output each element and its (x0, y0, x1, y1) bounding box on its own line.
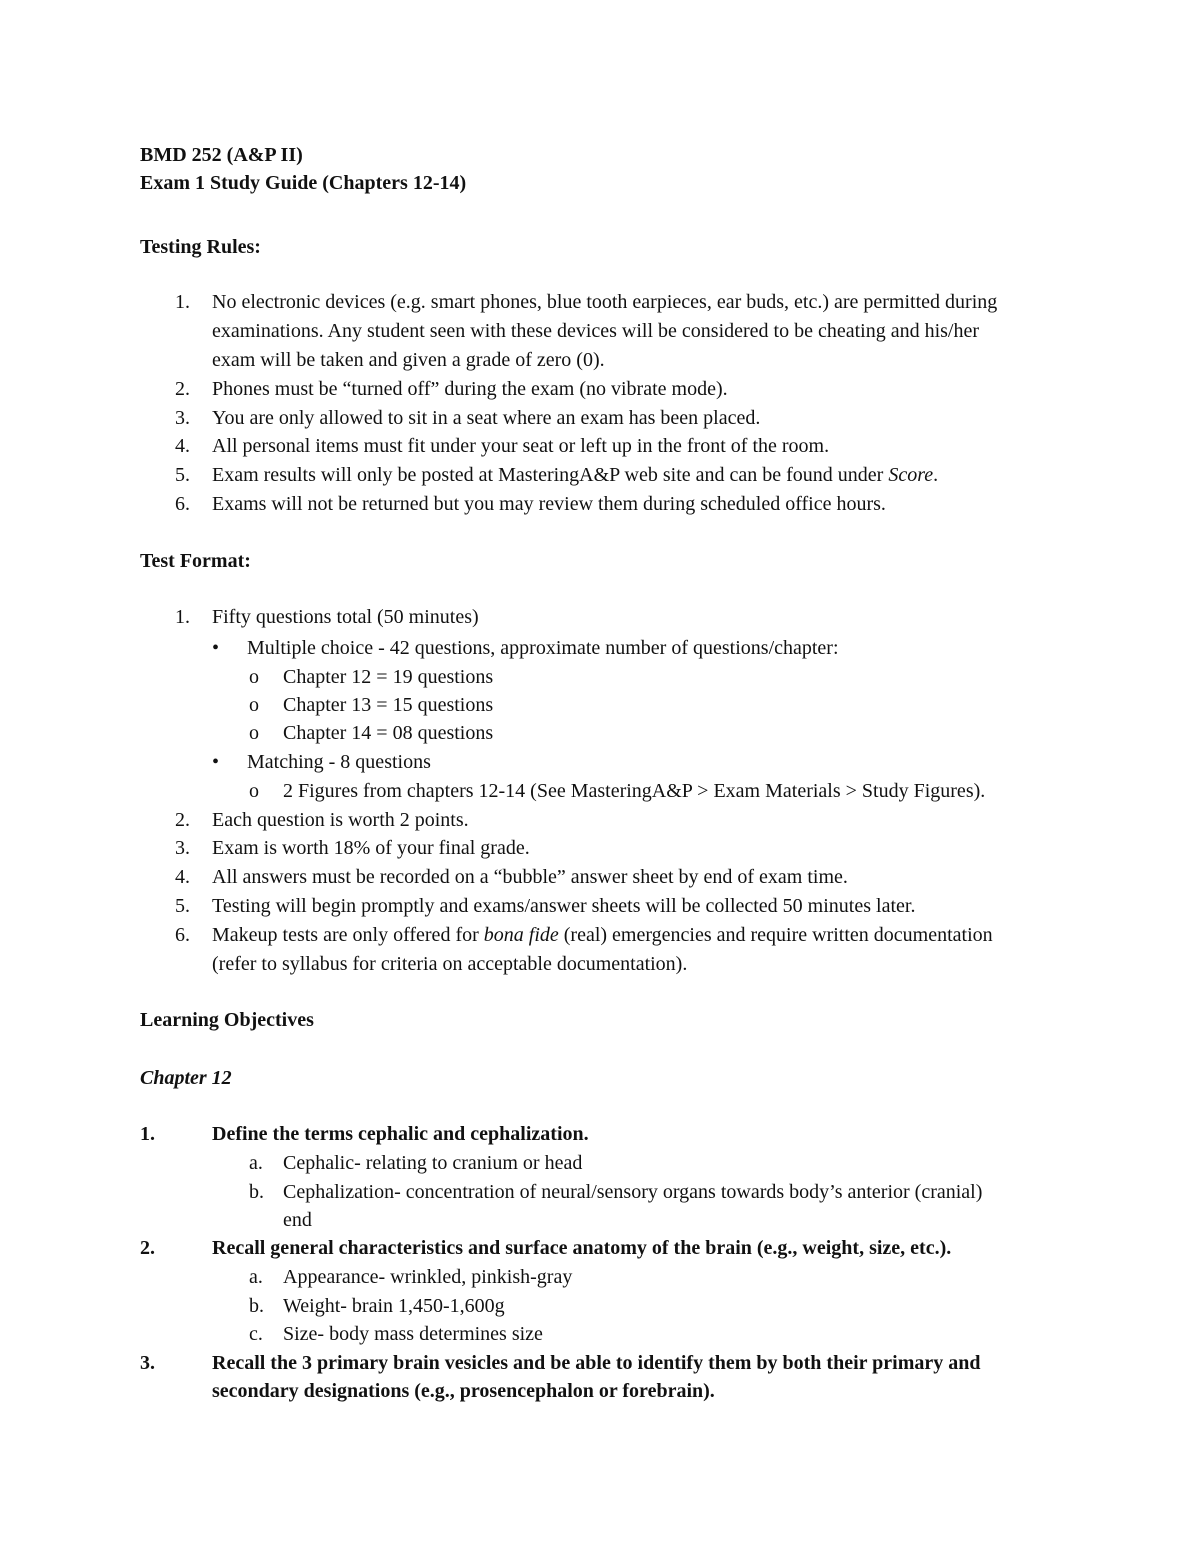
rule-text: No electronic devices (e.g. smart phones, blue tooth earpieces, ear buds, etc.) are permitted during (212, 291, 998, 313)
rule-text: Exams will not be returned but you may review them during scheduled office hours. (212, 493, 886, 515)
objective-text: Define the terms cephalic and cephalization. (212, 1123, 589, 1145)
rule-number: 3. (175, 407, 190, 429)
format-text: Exam is worth 18% of your final grade. (212, 837, 530, 859)
format-number: 5. (175, 895, 190, 917)
sub-letter: a. (249, 1266, 263, 1288)
format-number: 6. (175, 924, 190, 946)
format-bullet-text: Matching - 8 questions (247, 751, 431, 773)
sub-text: Weight- brain 1,450-1,600g (283, 1295, 505, 1317)
format-sub-text: 2 Figures from chapters 12-14 (See MasteringA&P > Exam Materials > Study Figures). (283, 780, 986, 802)
chapter-heading: Chapter 12 (140, 1067, 232, 1089)
format-number: 2. (175, 809, 190, 831)
rule-text-part: . (933, 464, 939, 486)
format-bullet-text: Multiple choice - 42 questions, approximate number of questions/chapter: (247, 637, 839, 659)
format-sub-text: Chapter 14 = 08 questions (283, 722, 494, 744)
format-text: Testing will begin promptly and exams/answer sheets will be collected 50 minutes later. (212, 895, 916, 917)
bona-fide-emphasis: bona fide (483, 924, 559, 946)
format-text-part: Makeup tests are only offered for (212, 924, 484, 946)
sub-text: Cephalic- relating to cranium or head (283, 1152, 583, 1174)
objective-text: Recall the 3 primary brain vesicles and be able to identify them by both their primary and (212, 1352, 981, 1374)
format-text: Each question is worth 2 points. (212, 809, 469, 831)
format-text: (refer to syllabus for criteria on acceptable documentation). (212, 953, 688, 975)
testing-rules-heading: Testing Rules: (140, 236, 261, 258)
format-number: 1. (175, 606, 190, 628)
format-sub-text: Chapter 13 = 15 questions (283, 694, 494, 716)
format-text: All answers must be recorded on a “bubble” answer sheet by end of exam time. (212, 866, 848, 888)
learning-objectives-heading: Learning Objectives (140, 1009, 314, 1031)
rule-text: Phones must be “turned off” during the exam (no vibrate mode). (212, 378, 728, 400)
rule-number: 2. (175, 378, 190, 400)
sub-text: Cephalization- concentration of neural/sensory organs towards body’s anterior (cranial) (283, 1181, 983, 1203)
bullet-icon: • (212, 751, 220, 773)
format-text (212, 923, 993, 947)
test-format-heading: Test Format: (140, 550, 251, 572)
sub-letter: b. (249, 1295, 264, 1317)
sub-letter: a. (249, 1152, 263, 1174)
objective-text: Recall general characteristics and surface anatomy of the brain (e.g., weight, size, etc.). (212, 1237, 952, 1259)
format-sub-text: Chapter 12 = 19 questions (283, 666, 494, 688)
format-number: 3. (175, 837, 190, 859)
objective-text: secondary designations (e.g., prosencephalon or forebrain). (212, 1380, 715, 1402)
objective-number: 3. (140, 1352, 155, 1374)
course-title: BMD 252 (A&P II) (140, 144, 303, 166)
rule-text: You are only allowed to sit in a seat where an exam has been placed. (212, 407, 761, 429)
sub-bullet-icon: o (249, 780, 259, 802)
objective-number: 2. (140, 1237, 155, 1259)
sub-bullet-icon: o (249, 694, 259, 716)
sub-text: end (283, 1209, 312, 1231)
score-emphasis: Score (888, 464, 934, 486)
rule-text: examinations. Any student seen with these devices will be considered to be cheating and his/her (212, 320, 980, 342)
bullet-icon: • (212, 637, 220, 659)
page-title: Exam 1 Study Guide (Chapters 12-14) (140, 172, 467, 194)
sub-letter: c. (249, 1323, 263, 1345)
rule-number: 1. (175, 291, 190, 313)
rule-number: 4. (175, 435, 190, 457)
sub-bullet-icon: o (249, 722, 259, 744)
format-number: 4. (175, 866, 190, 888)
format-text: Fifty questions total (50 minutes) (212, 606, 479, 628)
sub-letter: b. (249, 1181, 264, 1203)
sub-bullet-icon: o (249, 666, 259, 688)
rule-text: exam will be taken and given a grade of zero (0). (212, 349, 605, 371)
rule-text-part: Exam results will only be posted at MasteringA&P web site and can be found under (212, 464, 889, 486)
rule-number: 5. (175, 464, 190, 486)
rule-text: All personal items must fit under your seat or left up in the front of the room. (212, 435, 830, 457)
sub-text: Size- body mass determines size (283, 1323, 543, 1345)
objective-number: 1. (140, 1123, 155, 1145)
rule-number: 6. (175, 493, 190, 515)
rule-text (212, 463, 938, 487)
format-text-part: (real) emergencies and require written documentation (558, 924, 993, 946)
sub-text: Appearance- wrinkled, pinkish-gray (283, 1266, 573, 1288)
